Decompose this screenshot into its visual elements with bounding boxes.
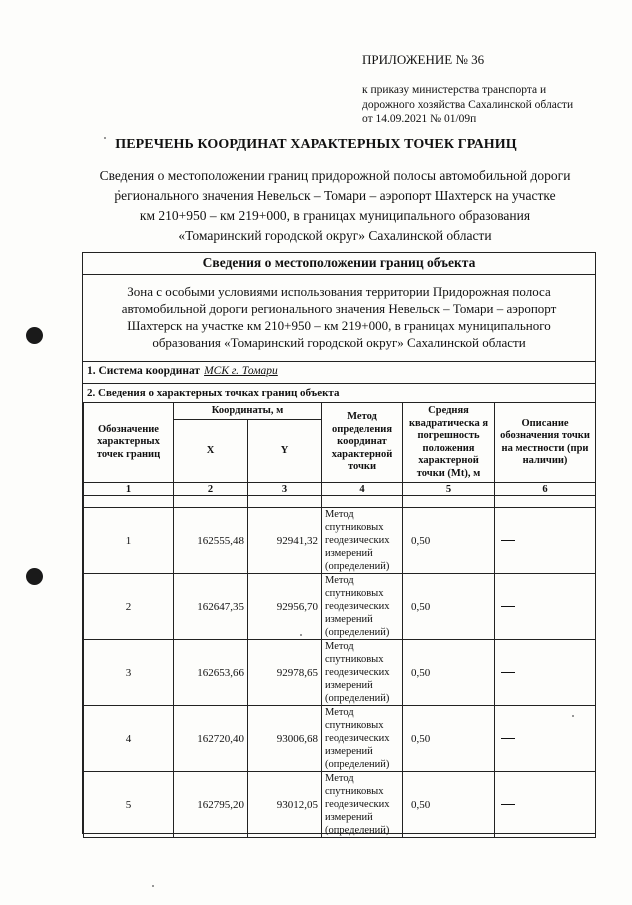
- column-number: 3: [248, 483, 322, 496]
- cell-error: 0,50: [403, 574, 495, 640]
- order-line: к приказу министерства транспорта и: [362, 84, 547, 96]
- cell-error: 0,50: [403, 640, 495, 706]
- header-coordinates: Координаты, м: [174, 403, 322, 420]
- intro-line: Сведения о местоположении границ придорожной полосы автомобильной дороги: [99, 168, 571, 183]
- cell-description: [495, 706, 596, 772]
- intro-text: [70, 166, 600, 246]
- header-point: Обозначение характерных точек границ: [84, 403, 174, 483]
- points-section-title: 2. Сведения о характерных точках границ объекта: [87, 387, 340, 399]
- divider: [83, 383, 595, 384]
- empty-dash: [501, 606, 515, 607]
- cell-x: 162653,66: [174, 640, 248, 706]
- table-row: [84, 706, 596, 772]
- column-number: 2: [174, 483, 248, 496]
- cell-y: 93012,05: [248, 772, 322, 838]
- punch-hole-bottom: [26, 568, 43, 585]
- zone-description-line: автомобильной дороги регионального значения Невельск – Томари – аэропорт: [121, 301, 557, 316]
- punch-hole-top: [26, 327, 43, 344]
- cell-y: 92956,70: [248, 574, 322, 640]
- divider: [83, 274, 595, 275]
- column-number: 1: [84, 483, 174, 496]
- table-row: [84, 574, 596, 640]
- cell-error: 0,50: [403, 772, 495, 838]
- intro-line: км 210+950 – км 219+000, в границах муниципального образования: [139, 208, 531, 223]
- order-line: дорожного хозяйства Сахалинской области: [362, 98, 574, 111]
- header-y: Y: [248, 420, 322, 483]
- header-method: Метод определения координат характерной точки: [322, 403, 403, 483]
- cell-method: Метод спутниковых геодезических измерений (определений): [322, 640, 403, 706]
- box-title: Сведения о местоположении границ объекта: [202, 255, 476, 270]
- coordinate-system: [87, 365, 278, 377]
- order-reference: [362, 83, 612, 127]
- empty-dash: [501, 672, 515, 673]
- table-row: [84, 640, 596, 706]
- column-number: 5: [403, 483, 495, 496]
- cell-description: [495, 640, 596, 706]
- cell-error: 0,50: [403, 508, 495, 574]
- cell-method: Метод спутниковых геодезических измерений (определений): [322, 574, 403, 640]
- zone-description-line: Зона с особыми условиями использования территории Придорожная полоса: [127, 284, 551, 299]
- cell-description: [495, 574, 596, 640]
- cell-y: 92978,65: [248, 640, 322, 706]
- order-line: от 14.09.2021 № 01/09п: [362, 113, 477, 125]
- cell-method: Метод спутниковых геодезических измерений (определений): [322, 508, 403, 574]
- cell-description: [495, 772, 596, 838]
- cell-x: 162647,35: [174, 574, 248, 640]
- cell-x: 162555,48: [174, 508, 248, 574]
- zone-description-line: Шахтерск на участке км 210+950 – км 219+000, в границах муниципального: [127, 318, 551, 333]
- spacer-row: [84, 496, 596, 508]
- cell-point: 2: [84, 574, 174, 640]
- table-row: [84, 508, 596, 574]
- document-title: ПЕРЕЧЕНЬ КООРДИНАТ ХАРАКТЕРНЫХ ТОЧЕК ГРАНИЦ: [115, 137, 517, 152]
- cell-description: [495, 508, 596, 574]
- empty-dash: [501, 540, 515, 541]
- header-x: X: [174, 420, 248, 483]
- intro-line: «Томаринский городской округ» Сахалинской области: [178, 228, 492, 243]
- cell-error: 0,50: [403, 706, 495, 772]
- column-number: 6: [495, 483, 596, 496]
- appendix-number: ПРИЛОЖЕНИЕ № 36: [362, 52, 485, 67]
- coordinate-system-label: 1. Система координат: [87, 365, 201, 377]
- empty-dash: [501, 738, 515, 739]
- header-description: Описание обозначения точки на местности (при наличии): [495, 403, 596, 483]
- cell-point: 5: [84, 772, 174, 838]
- cell-y: 92941,32: [248, 508, 322, 574]
- cell-point: 3: [84, 640, 174, 706]
- cell-point: 4: [84, 706, 174, 772]
- zone-description-line: образования «Томаринский городской округ» Сахалинской области: [152, 335, 526, 350]
- cell-point: 1: [84, 508, 174, 574]
- divider: [83, 361, 595, 362]
- cell-x: 162720,40: [174, 706, 248, 772]
- table-row: [84, 772, 596, 838]
- header-error-text: Средняя квадратическа я погрешность положения характерной точки (Mt), м: [408, 405, 489, 479]
- header-error: [403, 403, 495, 483]
- intro-line: регионального значения Невельск – Томари – аэропорт Шахтерск на участке: [114, 188, 556, 203]
- cell-x: 162795,20: [174, 772, 248, 838]
- cell-method: Метод спутниковых геодезических измерений (определений): [322, 706, 403, 772]
- coordinate-system-value: МСК г. Томари: [204, 365, 278, 377]
- empty-dash: [501, 804, 515, 805]
- column-number: 4: [322, 483, 403, 496]
- cell-y: 93006,68: [248, 706, 322, 772]
- object-info-box: [82, 252, 596, 834]
- zone-description: [93, 283, 585, 351]
- cell-method: Метод спутниковых геодезических измерений (определений): [322, 772, 403, 838]
- scan-speck: [152, 885, 154, 887]
- coordinates-table: [83, 402, 596, 838]
